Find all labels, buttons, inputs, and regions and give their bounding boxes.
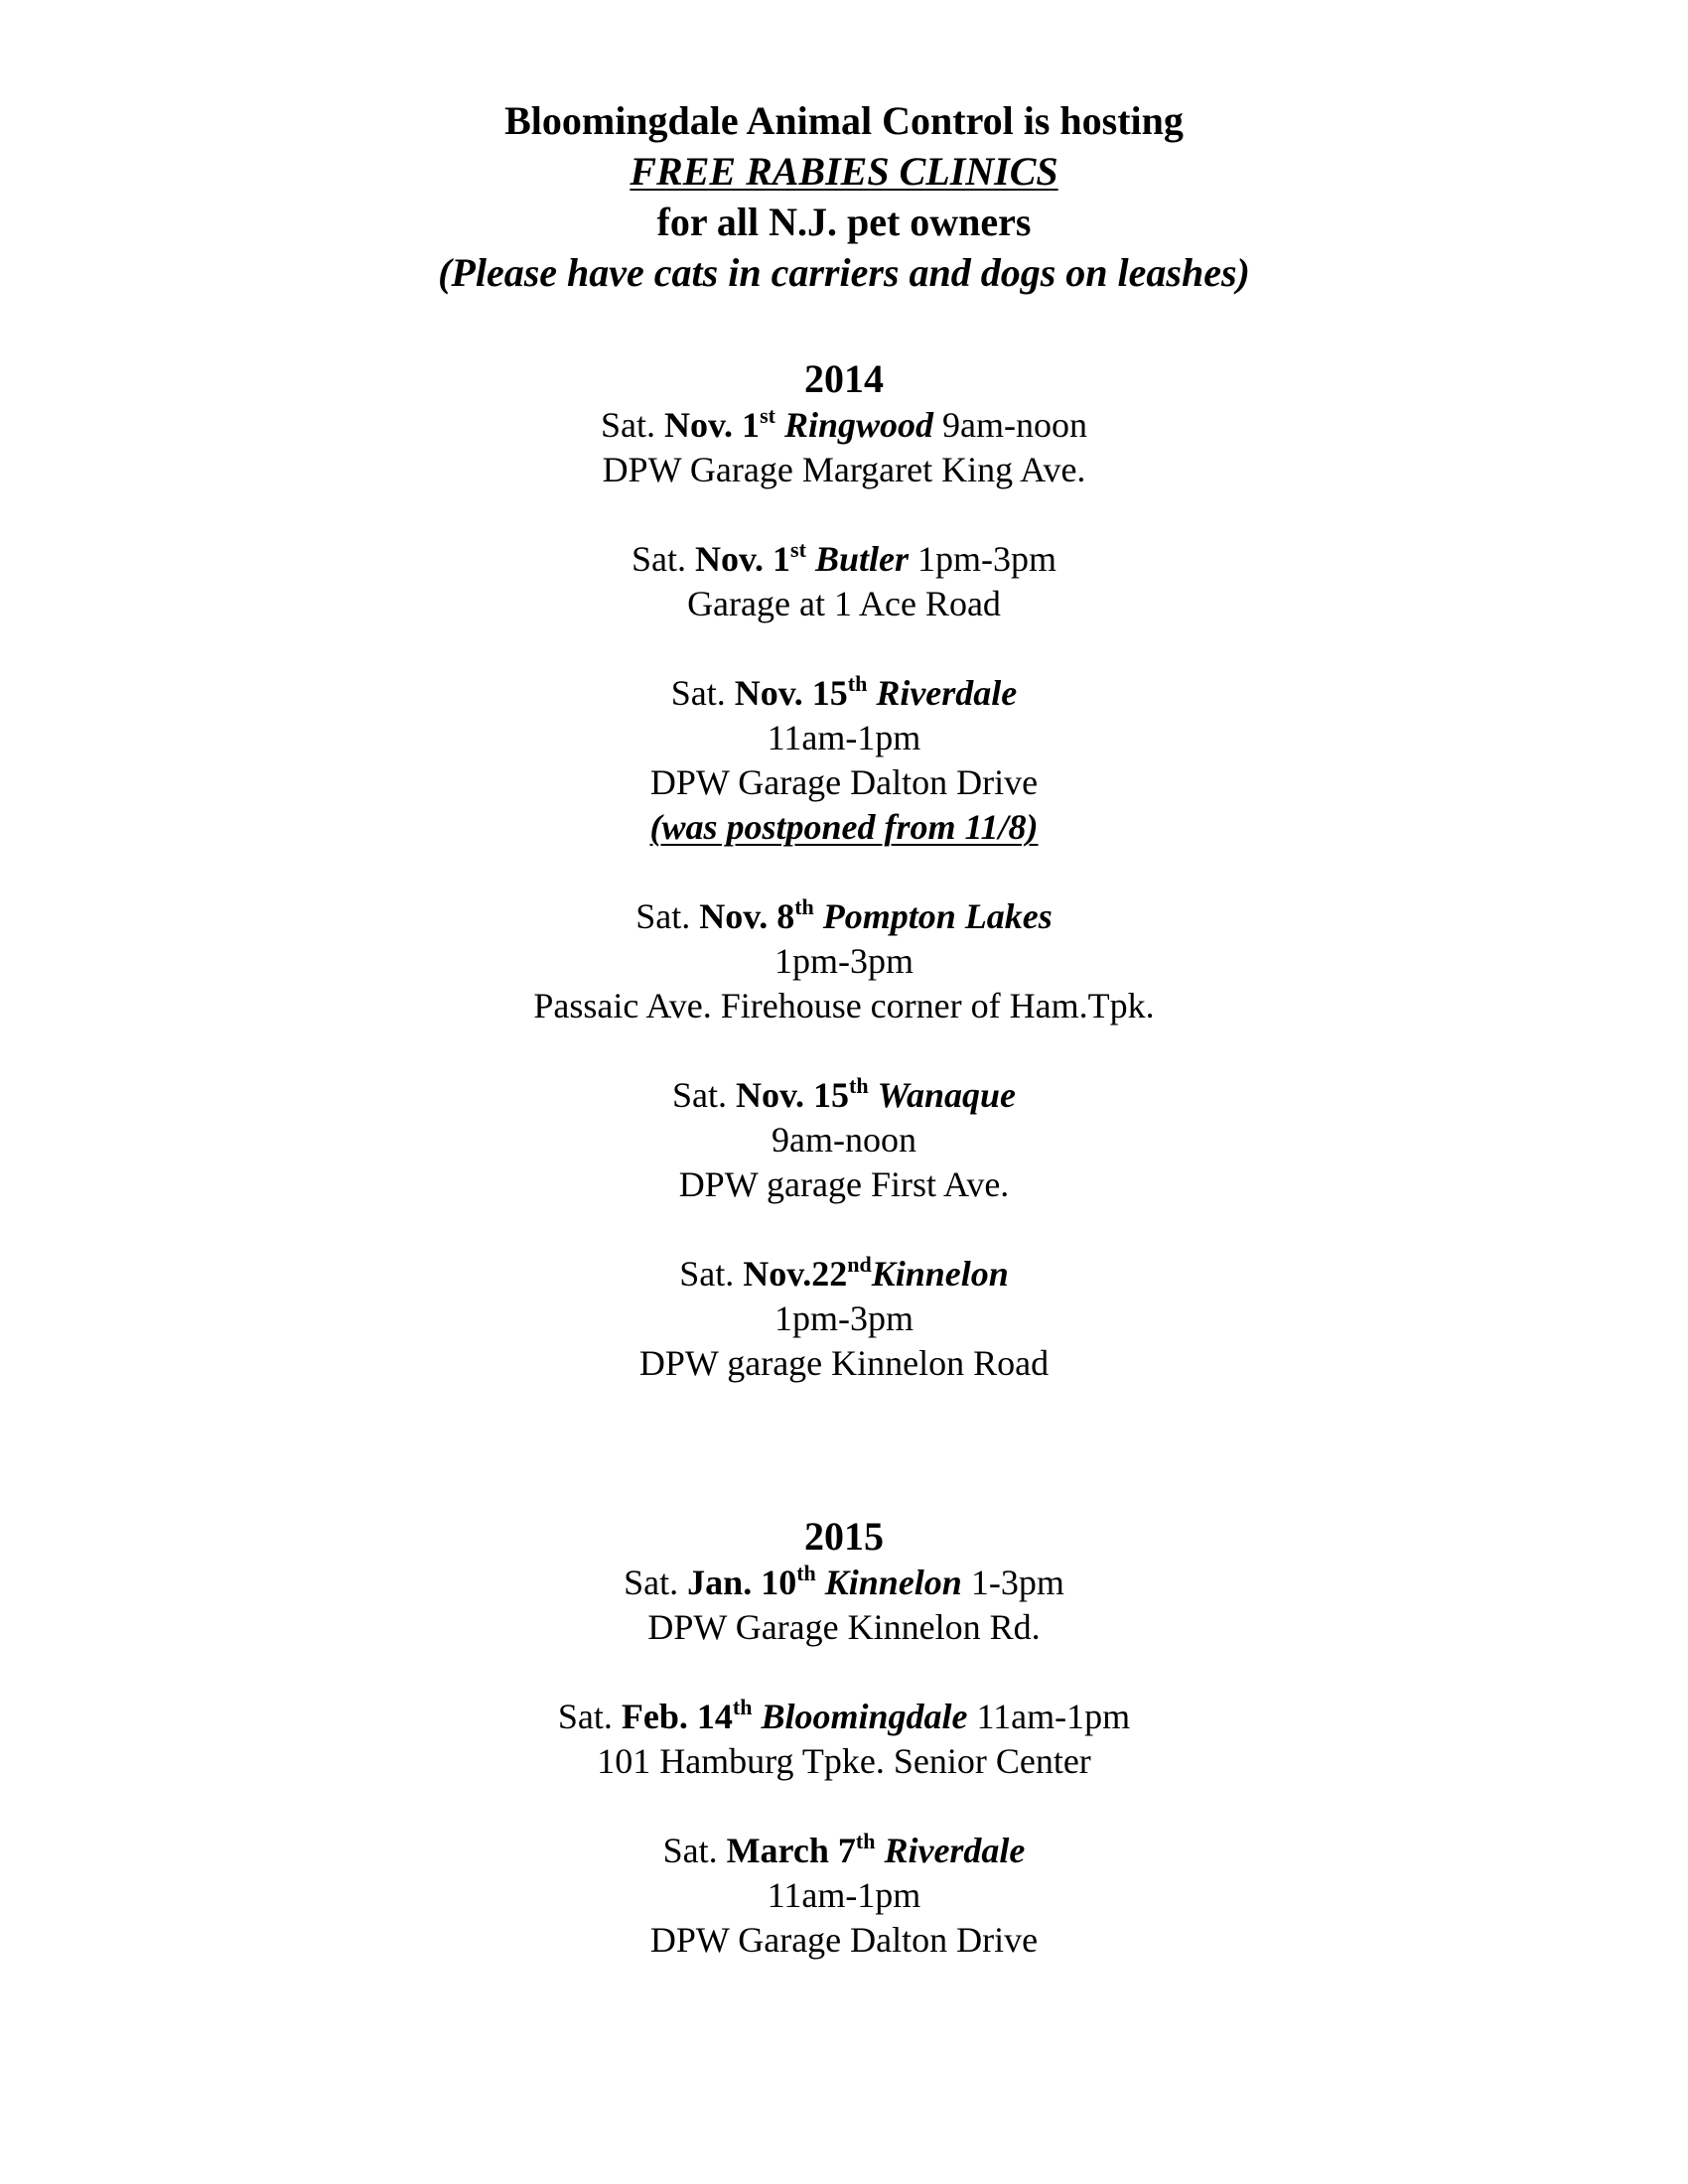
event-date: Nov. 1	[695, 539, 791, 579]
event-town: Kinnelon	[824, 1563, 962, 1602]
section-2015	[0, 1513, 1688, 2007]
event-town: Bloomingdale	[761, 1697, 968, 1736]
event-time: 1pm-3pm	[774, 941, 914, 981]
event-date-line	[0, 537, 1688, 582]
event-town: Butler	[814, 539, 909, 579]
clinic-event	[0, 1252, 1688, 1386]
clinic-event	[0, 403, 1688, 492]
clinic-event	[0, 1561, 1688, 1650]
event-date: Nov. 1	[664, 405, 761, 445]
clinic-event	[0, 671, 1688, 850]
event-date: Jan. 10	[687, 1563, 797, 1602]
event-date-line	[0, 671, 1688, 716]
event-location: DPW Garage Margaret King Ave.	[602, 450, 1086, 489]
event-date: Feb. 14	[621, 1697, 733, 1736]
event-date-line	[0, 403, 1688, 448]
event-location: Passaic Ave. Firehouse corner of Ham.Tpk.	[533, 986, 1155, 1025]
event-date-suffix: st	[790, 537, 806, 562]
event-time: 11am-1pm	[767, 718, 921, 757]
event-time: 11am-1pm	[767, 1875, 921, 1915]
event-location: 101 Hamburg Tpke. Senior Center	[597, 1741, 1091, 1781]
event-date-line	[0, 1829, 1688, 1873]
clinic-event	[0, 1073, 1688, 1207]
event-date-suffix: th	[794, 894, 814, 919]
event-town: Ringwood	[783, 405, 933, 445]
event-time: 1pm-3pm	[916, 539, 1056, 579]
event-date: Nov. 15	[736, 1075, 850, 1115]
event-town: Wanaque	[877, 1075, 1016, 1115]
event-date-line	[0, 1073, 1688, 1118]
event-time: 1-3pm	[970, 1563, 1064, 1602]
event-date-line	[0, 1252, 1688, 1297]
event-day: Sat.	[624, 1563, 679, 1602]
event-date-line	[0, 1695, 1688, 1739]
event-location: DPW Garage Dalton Drive	[649, 762, 1039, 802]
event-location: DPW Garage Dalton Drive	[649, 1920, 1039, 1960]
clinic-event	[0, 1695, 1688, 1784]
event-location: DPW garage Kinnelon Road	[638, 1343, 1050, 1383]
header-instructions: (Please have cats in carriers and dogs on leashes)	[438, 250, 1250, 295]
event-date: Nov. 15	[734, 673, 848, 713]
event-date-suffix: th	[849, 1073, 869, 1098]
event-time: 9am-noon	[772, 1120, 916, 1160]
event-day: Sat.	[601, 405, 656, 445]
event-date: March 7	[726, 1831, 856, 1870]
clinic-event	[0, 1829, 1688, 1963]
event-date-suffix: th	[796, 1561, 816, 1585]
year-heading: 2015	[804, 1514, 884, 1559]
event-location: DPW Garage Kinnelon Rd.	[647, 1607, 1041, 1647]
header-audience: for all N.J. pet owners	[656, 200, 1032, 244]
event-date: Nov.22	[743, 1254, 848, 1294]
section-2014	[0, 355, 1688, 1431]
clinic-event	[0, 894, 1688, 1028]
event-location: DPW garage First Ave.	[678, 1164, 1010, 1204]
event-town: Pompton Lakes	[822, 896, 1053, 936]
event-day: Sat.	[670, 673, 726, 713]
flyer-header	[0, 95, 1688, 298]
event-date-suffix: th	[855, 1829, 876, 1853]
event-time: 1pm-3pm	[774, 1298, 914, 1338]
event-date-suffix: th	[847, 671, 868, 696]
event-date-suffix: st	[760, 403, 775, 428]
event-date-suffix: nd	[847, 1252, 872, 1277]
event-time: 11am-1pm	[976, 1697, 1131, 1736]
clinic-event	[0, 537, 1688, 626]
event-town: Kinnelon	[871, 1254, 1009, 1294]
event-location: Garage at 1 Ace Road	[687, 584, 1001, 623]
event-date-line	[0, 894, 1688, 939]
year-heading: 2014	[804, 356, 884, 401]
event-day: Sat.	[557, 1697, 613, 1736]
header-title: Bloomingdale Animal Control is hosting	[504, 98, 1184, 143]
event-town: Riverdale	[876, 673, 1018, 713]
event-date-suffix: th	[732, 1695, 753, 1719]
event-day: Sat.	[679, 1254, 735, 1294]
event-date: Nov. 8	[699, 896, 795, 936]
header-clinics-title: FREE RABIES CLINICS	[630, 149, 1058, 194]
event-day: Sat.	[632, 539, 687, 579]
event-time: 9am-noon	[942, 405, 1087, 445]
event-date-line	[0, 1561, 1688, 1605]
event-day: Sat.	[635, 896, 691, 936]
event-town: Riverdale	[884, 1831, 1026, 1870]
event-day: Sat.	[662, 1831, 718, 1870]
event-day: Sat.	[672, 1075, 728, 1115]
event-postponed-note: (was postponed from 11/8)	[649, 807, 1039, 847]
